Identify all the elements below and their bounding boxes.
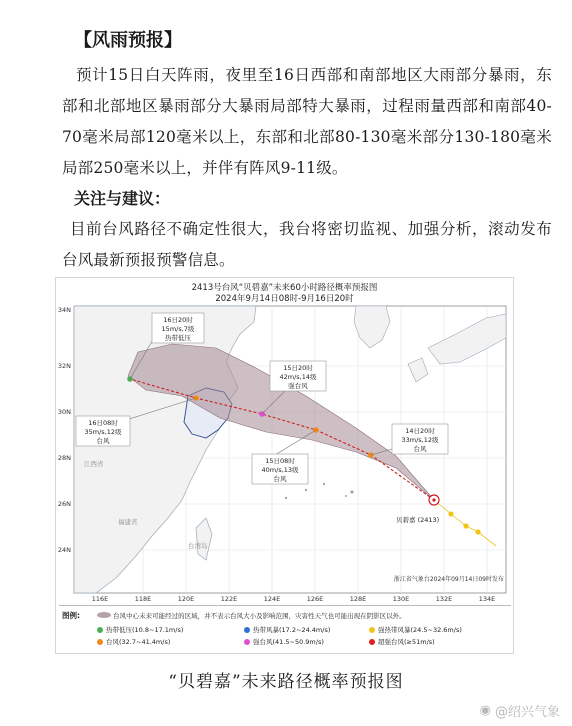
- lon-label: 122E: [220, 595, 238, 603]
- callout-4-time: 15日08时: [265, 457, 295, 465]
- callout-1-wind: 15m/s,7级: [161, 325, 195, 333]
- legend-item: [244, 625, 330, 634]
- callout-2-wind: 42m/s,14级: [279, 373, 317, 381]
- typhoon-forecast-map: [55, 277, 514, 654]
- callout-4-class: 台风: [273, 475, 287, 483]
- lat-label: 28N: [57, 454, 71, 462]
- legend-item-label: 台风(32.7~41.4m/s): [106, 638, 171, 646]
- history-point: [475, 529, 480, 534]
- lat-label: 24N: [57, 546, 71, 554]
- lon-label: 132E: [435, 595, 453, 603]
- forecast-paragraph: 预计15日白天阵雨，夜里至16日西部和南部地区大雨部分暴雨，东部和北部地区暴雨部分大暴雨局部特大暴雨，过程雨量西部和南部40-70毫米局部120毫米以上，东部和北部80-130毫米部分130-180毫米局部250毫米以上，并伴有阵风9-11级。: [62, 66, 552, 177]
- legend-item-label: 热带风暴(17.2~24.4m/s): [253, 626, 331, 634]
- map-title: 2413号台风“贝碧嘉”未来60小时路径概率预报图: [191, 283, 378, 293]
- callout-1-class: 热带低压: [165, 334, 191, 342]
- callout-4-wind: 40m/s,13级: [261, 466, 299, 474]
- sts-dot-icon: [369, 627, 375, 633]
- place-label-fujian: 福建省: [118, 518, 138, 526]
- legend-item: [97, 637, 170, 646]
- callout-3-wind: 35m/s,12级: [84, 428, 122, 436]
- legend-note-text: 台风中心未来可能经过的区域，并不表示台风大小及影响范围，灾害性天气也可能出现在阴影区以外。: [113, 612, 406, 620]
- sty-dot-icon: [244, 639, 250, 645]
- lon-label: 118E: [134, 595, 152, 603]
- callout-5-time: 14日20时: [405, 427, 435, 435]
- lon-label: 126E: [306, 595, 324, 603]
- lon-label: 134E: [478, 595, 496, 603]
- ts-dot-icon: [244, 627, 250, 633]
- watermark-text: @绍兴气象: [494, 705, 560, 720]
- legend-item: [244, 637, 324, 646]
- callout-5-wind: 33m/s,12级: [401, 436, 439, 444]
- callout-2-class: 强台风: [288, 382, 308, 390]
- legend-note: [97, 611, 406, 620]
- map-subtitle: 2024年9月14日08时-9月16日20时: [215, 294, 354, 304]
- super-ty-dot-icon: [369, 639, 375, 645]
- map-canvas: [56, 278, 513, 603]
- lon-label: 130E: [392, 595, 410, 603]
- callout-3-time: 16日08时: [88, 419, 118, 427]
- legend-item: [97, 625, 183, 634]
- legend-title: 图例:: [62, 611, 80, 620]
- ty-dot-icon: [97, 639, 103, 645]
- place-label-taiwan: 台湾岛: [188, 542, 208, 550]
- typhoon-name-label: 贝碧嘉 (2413): [396, 516, 440, 524]
- legend-item-label: 强台风(41.5~50.9m/s): [253, 638, 324, 646]
- legend-item-label: 热带低压(10.8~17.1m/s): [106, 626, 184, 634]
- section-heading-forecast: 【风雨预报】: [74, 30, 182, 51]
- map-legend: [59, 605, 511, 651]
- history-point: [463, 523, 468, 528]
- callout-2-time: 15日20时: [283, 364, 313, 372]
- legend-item: [369, 625, 462, 634]
- legend-item: [369, 637, 435, 646]
- lon-label: 120E: [177, 595, 195, 603]
- typhoon-current-icon: [429, 495, 439, 505]
- map-publisher: 浙江省气象台2024年09月14日09时发布: [393, 576, 504, 583]
- legend-item-label: 超强台风(≥51m/s): [378, 638, 435, 646]
- cone-swatch-icon: [97, 612, 111, 618]
- lat-label: 26N: [57, 500, 71, 508]
- callout-3-class: 台风: [96, 437, 110, 445]
- lat-label: 34N: [57, 306, 71, 314]
- figure-caption: “贝碧嘉”未来路径概率预报图: [168, 672, 404, 692]
- lon-label: 128E: [349, 595, 367, 603]
- legend-item-label: 强热带风暴(24.5~32.6m/s): [378, 626, 462, 634]
- advice-paragraph: 目前台风路径不确定性很大，我台将密切监视、加强分析，滚动发布台风最新预报预警信息。: [62, 220, 552, 269]
- history-point: [448, 511, 453, 516]
- watermark: [480, 701, 560, 720]
- lat-label: 32N: [57, 362, 71, 370]
- callout-1-time: 16日20时: [163, 316, 193, 324]
- callout-5-class: 台风: [413, 445, 427, 453]
- lat-label: 30N: [57, 408, 71, 416]
- lon-label: 124E: [263, 595, 281, 603]
- lon-label: 116E: [91, 595, 109, 603]
- weibo-logo-icon: ◉: [479, 703, 491, 718]
- td-dot-icon: [97, 627, 103, 633]
- place-label-jiangxi: 江西省: [84, 460, 104, 468]
- section-heading-advice: 关注与建议：: [74, 189, 171, 208]
